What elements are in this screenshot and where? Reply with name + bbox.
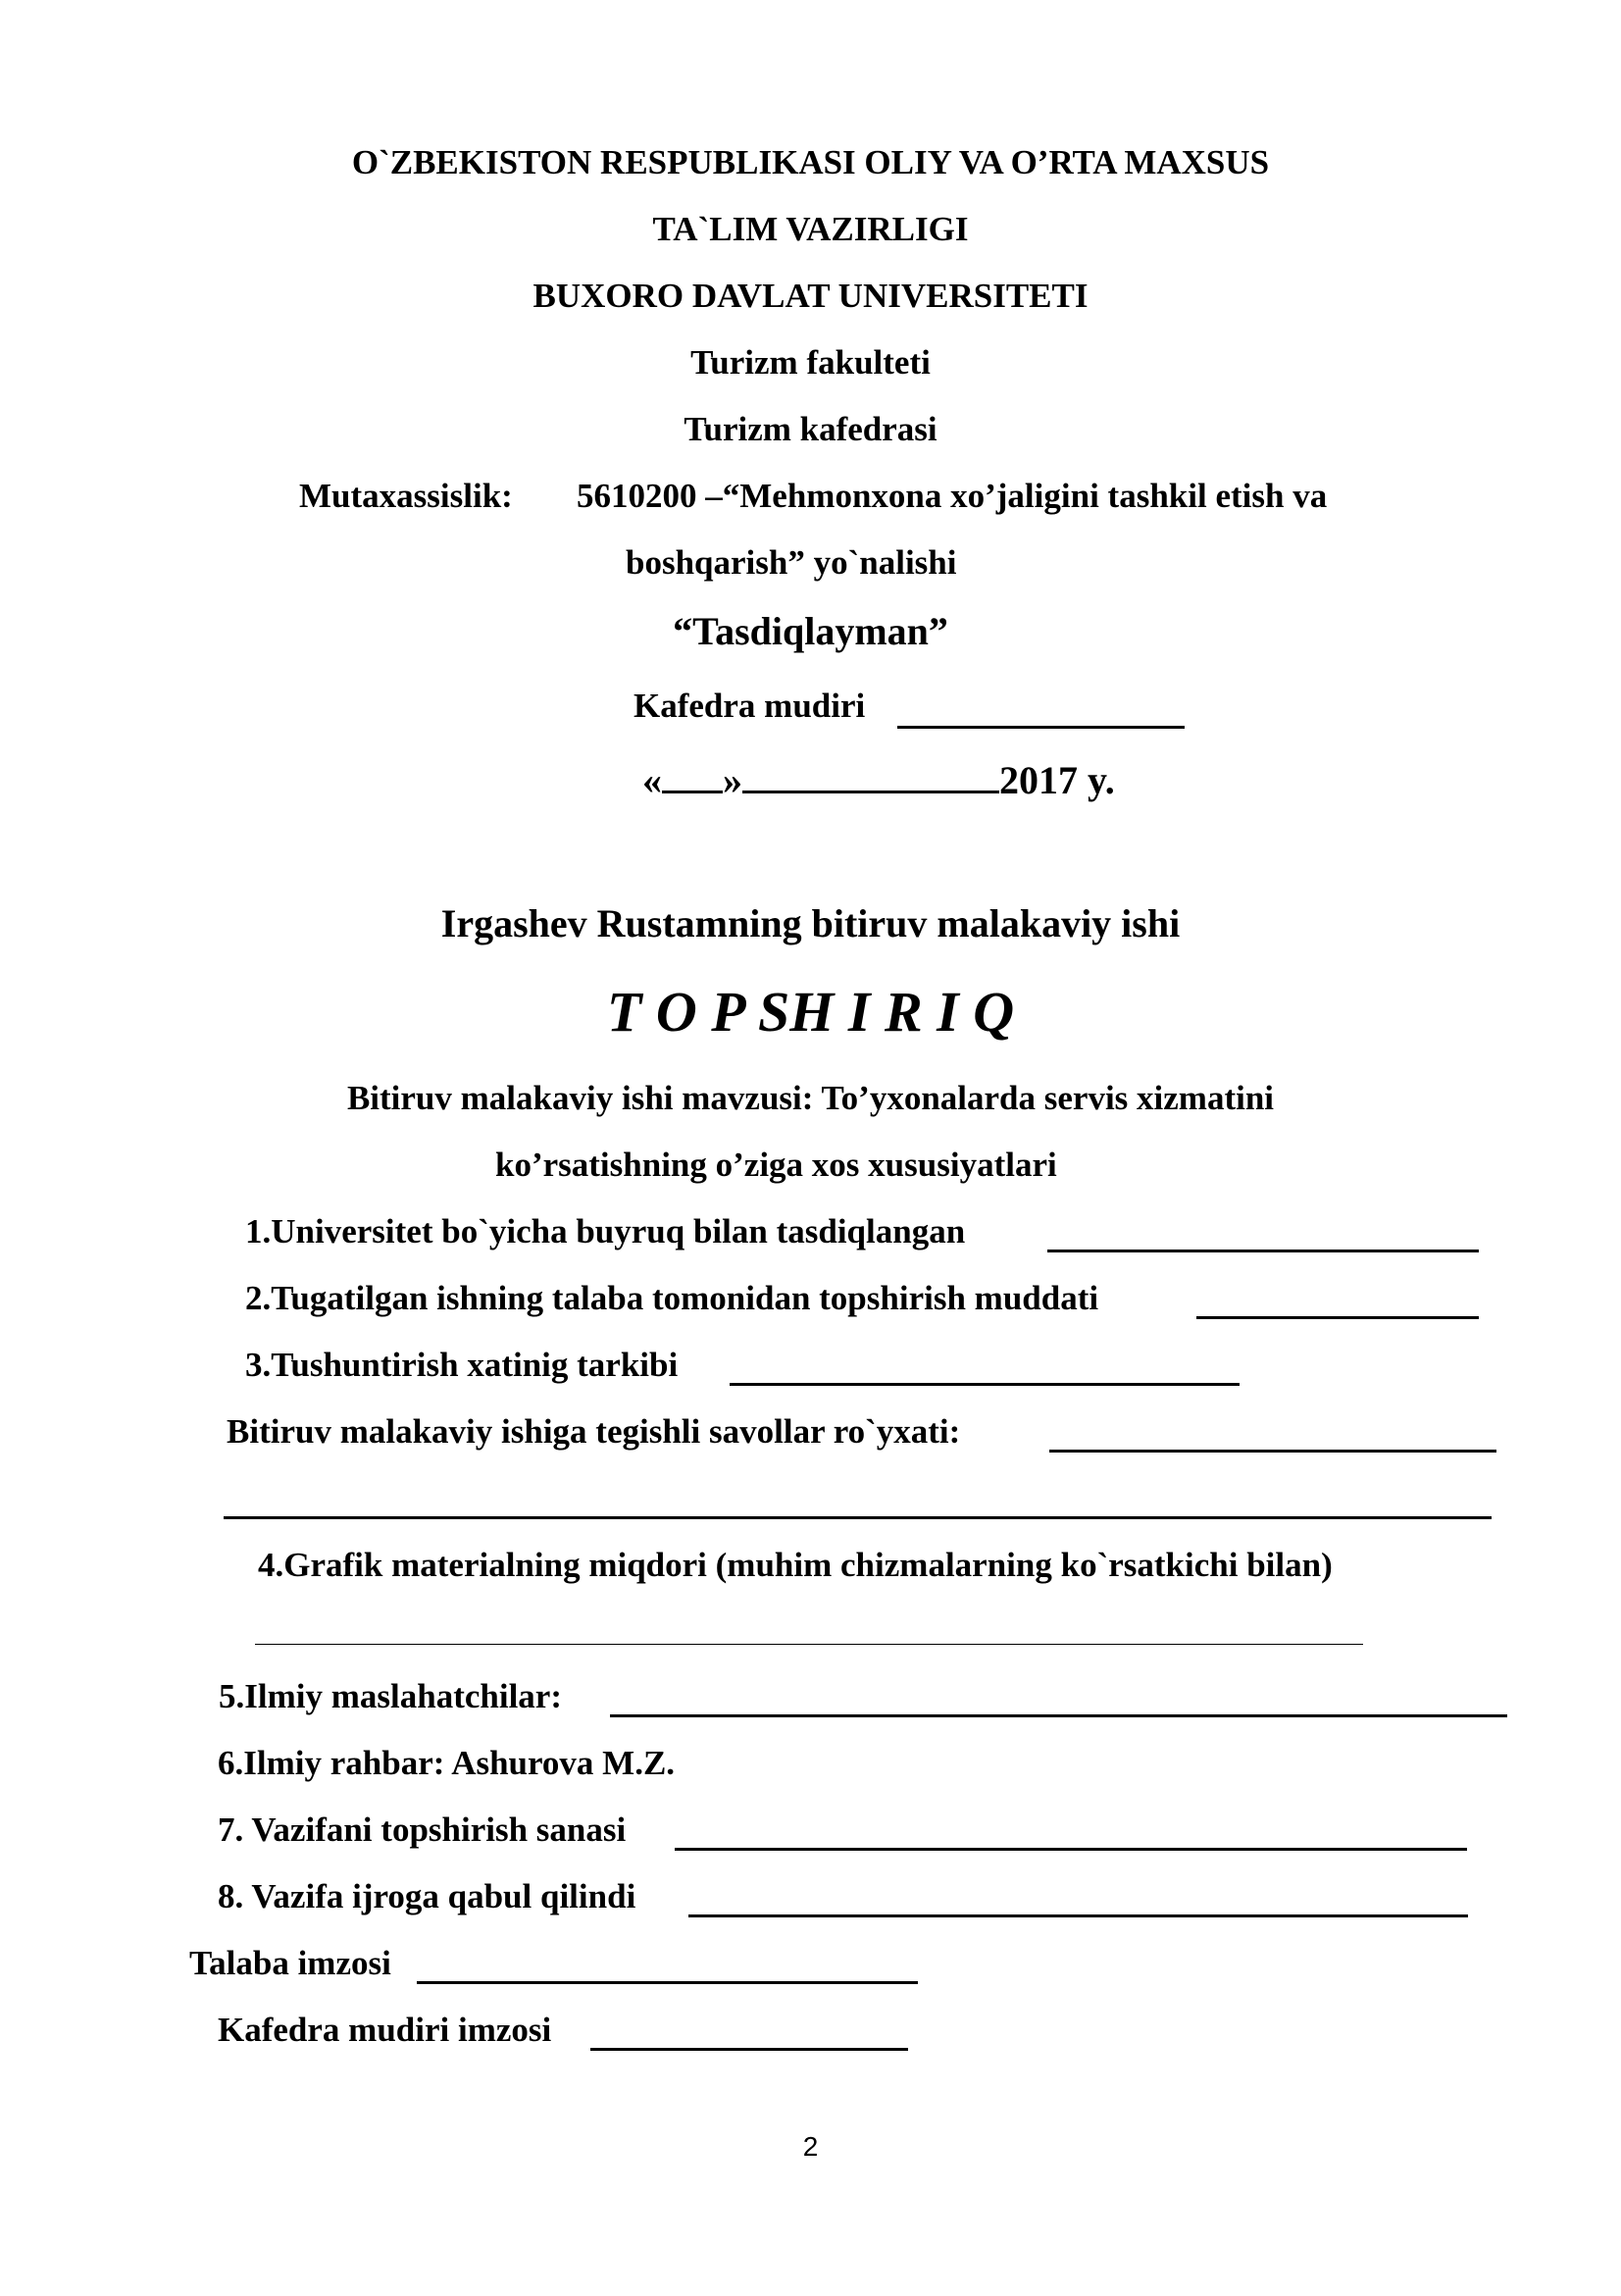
head-signature-label: Kafedra mudiri imzosi <box>218 2011 552 2049</box>
questions-blank <box>1049 1450 1496 1453</box>
specialty-label: Mutaxassislik: <box>299 477 513 515</box>
item-5: 5.Ilmiy maslahatchilar: <box>219 1677 562 1715</box>
item-1-blank <box>1047 1250 1479 1252</box>
faculty-name: Turizm fakulteti <box>690 343 931 382</box>
date-month-blank <box>742 757 999 793</box>
head-signature-line <box>590 2048 908 2051</box>
ministry-line-1: O`ZBEKISTON RESPUBLIKASI OLIY VA O’RTA MAXSUS <box>351 143 1270 181</box>
approval-date <box>642 757 1115 803</box>
item-6: 6.Ilmiy rahbar: Ashurova M.Z. <box>218 1744 676 1782</box>
kafedra-mudiri-signature-line <box>897 726 1185 729</box>
item-7-blank <box>675 1848 1467 1851</box>
questions-blank-line-2 <box>224 1516 1492 1519</box>
student-signature-label: Talaba imzosi <box>189 1944 391 1982</box>
date-year: 2017 y. <box>999 758 1115 802</box>
item-4-blank <box>255 1644 1363 1645</box>
topic-line-1: Bitiruv malakaviy ishi mavzusi: To’yxonalarda servis xizmatini <box>346 1079 1275 1117</box>
item-2-blank <box>1196 1316 1479 1319</box>
department-name: Turizm kafedrasi <box>684 410 937 448</box>
item-2: 2.Tugatilgan ishning talaba tomonidan topshirish muddati <box>245 1279 1099 1317</box>
item-8: 8. Vazifa ijroga qabul qilindi <box>218 1877 636 1915</box>
item-3: 3.Tushuntirish xatinig tarkibi <box>245 1346 679 1384</box>
specialty-value-line-1: 5610200 –“Mehmonxona xo’jaligini tashkil etish va <box>577 477 1328 515</box>
student-line: Irgashev Rustamning bitiruv malakaviy ishi <box>440 901 1181 945</box>
item-1: 1.Universitet bo`yicha buyruq bilan tasdiqlangan <box>245 1212 966 1250</box>
specialty-value-line-2: boshqarish” yo`nalishi <box>626 543 957 582</box>
university-name: BUXORO DAVLAT UNIVERSITETI <box>532 277 1089 315</box>
questions-list: Bitiruv malakaviy ishiga tegishli savollar ro`yxati: <box>227 1412 961 1451</box>
document-title: T O P SH I R I Q <box>606 980 1015 1044</box>
date-day-blank <box>662 757 723 793</box>
item-4: 4.Grafik materialning miqdori (muhim chizmalarning ko`rsatkichi bilan) <box>258 1546 1333 1584</box>
student-signature-line <box>417 1981 918 1984</box>
item-3-blank <box>730 1383 1240 1386</box>
ministry-line-2: TA`LIM VAZIRLIGI <box>652 210 969 248</box>
page-number: 2 <box>802 2131 819 2162</box>
item-5-blank <box>610 1714 1507 1717</box>
approval-title: “Tasdiqlayman” <box>673 609 948 653</box>
item-8-blank <box>688 1914 1468 1917</box>
item-7: 7. Vazifani topshirish sanasi <box>218 1811 627 1849</box>
kafedra-mudiri-label: Kafedra mudiri <box>633 687 866 725</box>
date-close-quote: » <box>723 758 742 802</box>
date-open-quote: « <box>642 758 662 802</box>
topic-line-2: ko’rsatishning o’ziga xos xususiyatlari <box>495 1146 1057 1184</box>
